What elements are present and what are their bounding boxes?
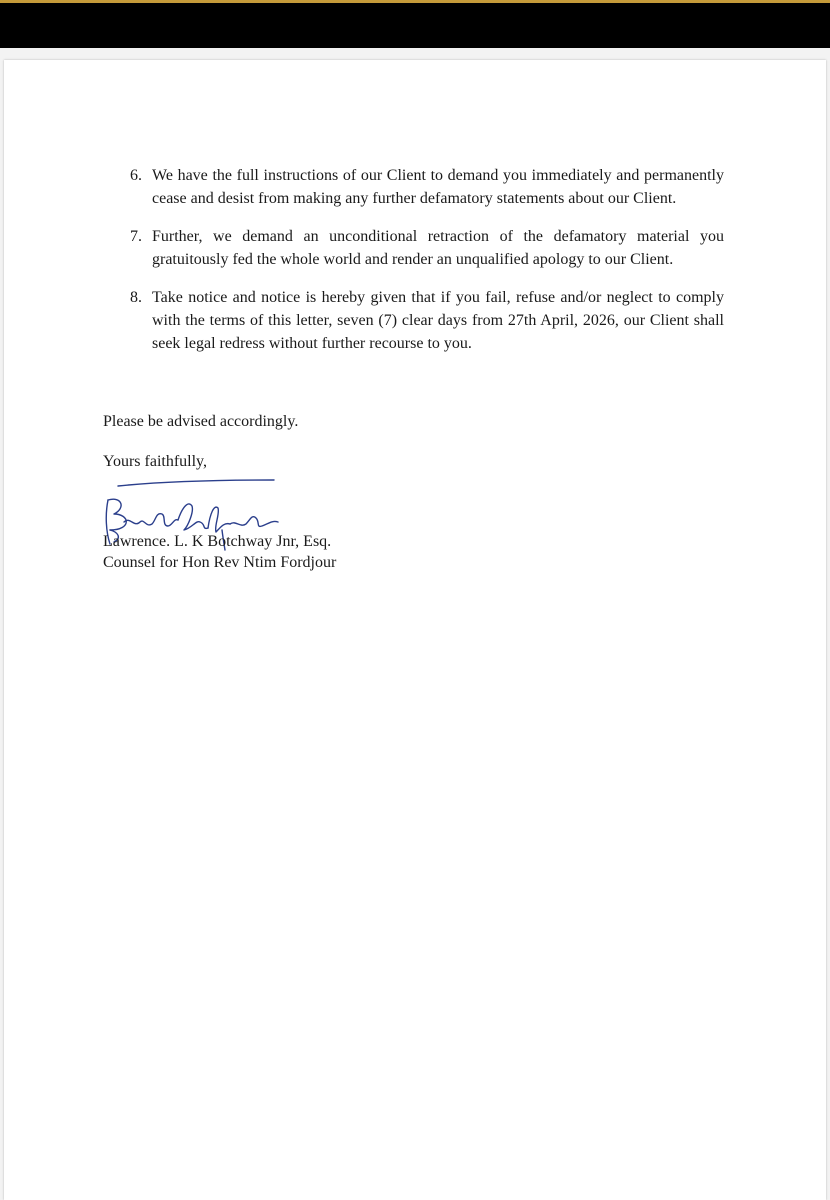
top-bar — [0, 0, 830, 48]
complimentary-close: Yours faithfully, — [103, 453, 208, 470]
clause-7 — [130, 225, 724, 271]
advised-line: Please be advised accordingly. — [103, 413, 299, 430]
clause-text: Take notice and notice is hereby given that if you fail, refuse and/or neglect to comply with the terms of this letter, seven (7) clear days from 27th April, 2026, our Client shall seek legal redress without further recourse to you. — [152, 289, 724, 352]
clause-number: 6. — [130, 167, 142, 184]
clause-text: Further, we demand an unconditional retraction of the defamatory material you gratuitously fed the whole world and render an unqualified apology to our Client. — [152, 228, 724, 268]
clause-list — [4, 164, 724, 370]
clause-8 — [130, 286, 724, 355]
clause-number: 8. — [130, 289, 142, 306]
clause-number: 7. — [130, 228, 142, 245]
signatory-name: Lawrence. L. K Botchway Jnr, Esq. — [103, 533, 332, 550]
letter-page — [4, 60, 826, 1200]
clause-text: We have the full instructions of our Client to demand you immediately and permanently cease and desist from making any further defamatory statements about our Client. — [152, 167, 724, 207]
signatory-title: Counsel for Hon Rev Ntim Fordjour — [103, 554, 337, 571]
clause-6 — [130, 164, 724, 210]
